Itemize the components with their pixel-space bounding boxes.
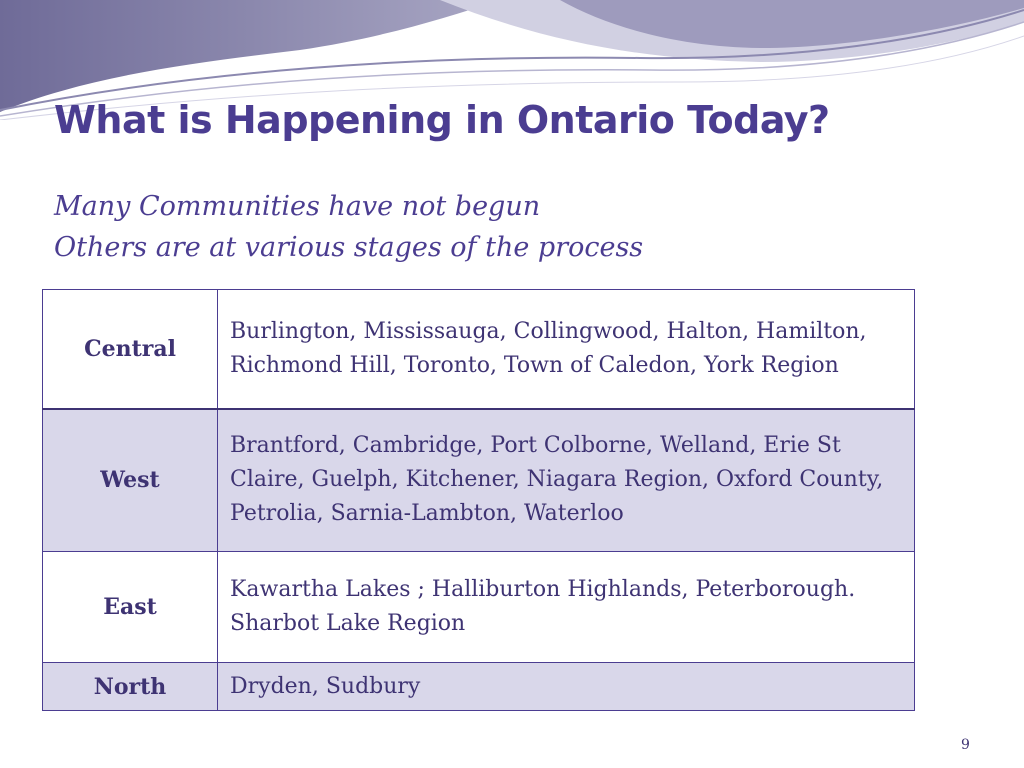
region-communities-central: Burlington, Mississauga, Collingwood, Halton, Hamilton, Richmond Hill, Toronto, Town of Caledon, York Region — [218, 290, 915, 409]
table-row-east — [43, 552, 915, 663]
region-communities-east: Kawartha Lakes ; Halliburton Highlands, Peterborough. Sharbot Lake Region — [218, 552, 915, 663]
slide-subtitle — [54, 186, 643, 268]
slide-title: What is Happening in Ontario Today? — [54, 98, 830, 142]
region-name-central: Central — [43, 290, 218, 409]
region-name-west: West — [43, 409, 218, 552]
table-row-west — [43, 409, 915, 552]
table-row-north — [43, 663, 915, 711]
table-row-central — [43, 290, 915, 409]
page-number: 9 — [961, 737, 970, 753]
region-name-north: North — [43, 663, 218, 711]
region-communities-north: Dryden, Sudbury — [218, 663, 915, 711]
regions-table — [42, 289, 915, 711]
subtitle-line-2: Others are at various stages of the process — [54, 232, 644, 263]
region-name-east: East — [43, 552, 218, 663]
subtitle-line-1: Many Communities have not begun — [54, 191, 541, 222]
region-communities-west: Brantford, Cambridge, Port Colborne, Welland, Erie St Claire, Guelph, Kitchener, Niagara Region, Oxford County, Petrolia, Sarnia-Lambton, Waterloo — [218, 409, 915, 552]
